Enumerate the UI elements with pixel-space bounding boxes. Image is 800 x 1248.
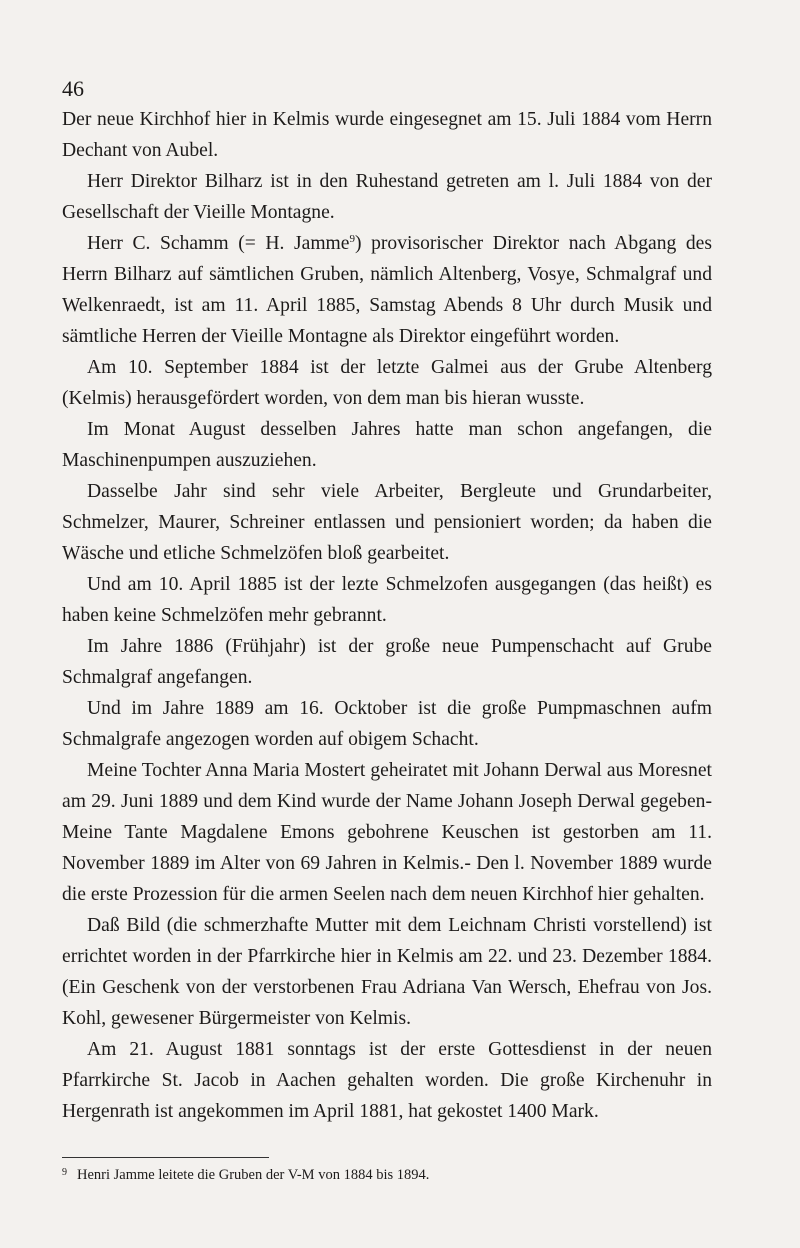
- paragraph: Im Jahre 1886 (Frühjahr) ist der große neue Pumpenschacht auf Grube Schmalgraf angefangen.: [62, 636, 712, 688]
- footnote-text: Henri Jamme leitete die Gruben der V-M von 1884 bis 1894.: [77, 1167, 430, 1183]
- paragraph-schamm: [62, 228, 712, 352]
- paragraph-text: Herr C. Schamm (= H. Jamme: [87, 233, 350, 254]
- paragraph: Am 21. August 1881 sonntags ist der erste Gottesdienst in der neuen Pfarrkirche St. Jacob in Aachen gehalten worden. Die große Kirchenuhr in Hergenrath ist angekommen im April 1881, hat gekostet 1400 Mark.: [62, 1039, 712, 1122]
- paragraph: Und im Jahre 1889 am 16. Ocktober ist die große Pumpmaschnen aufm Schmalgrafe angezogen worden auf obigem Schacht.: [62, 698, 712, 750]
- paragraph: Daß Bild (die schmerzhafte Mutter mit dem Leichnam Christi vorstellend) ist errichtet worden in der Pfarrkirche hier in Kelmis am 22. und 23. Dezember 1884. (Ein Geschenk von der verstorbenen Frau Adriana Van Wersch, Ehefrau von Jos. Kohl, gewesener Bürgermeister von Kelmis.: [62, 915, 712, 1029]
- paragraph: Am 10. September 1884 ist der letzte Galmei aus der Grube Altenberg (Kelmis) herausgefördert worden, von dem man bis hieran wusste.: [62, 357, 712, 409]
- page-body: [62, 76, 712, 1127]
- paragraph: Der neue Kirchhof hier in Kelmis wurde eingesegnet am 15. Juli 1884 vom Herrn Dechant von Aubel.: [62, 109, 712, 161]
- paragraph-text: ) provisorischer Direktor nach Abgang des Herrn Bilharz auf sämtlichen Gruben, nämlich Altenberg, Vosye, Schmalgraf und Welkenraedt, ist am 11. April 1885, Samstag Abends 8 Uhr durch Musik und sämtliche Herren der Vieille Montagne als Direktor eingeführt worden.: [62, 233, 712, 347]
- footnote-marker: 9: [62, 1167, 67, 1178]
- footnote-divider: [62, 1157, 269, 1158]
- paragraph: Herr Direktor Bilharz ist in den Ruhestand getreten am l. Juli 1884 von der Gesellschaft der Vieille Montagne.: [62, 171, 712, 223]
- paragraph: Im Monat August desselben Jahres hatte man schon angefangen, die Maschinenpumpen auszuziehen.: [62, 419, 712, 471]
- page-number: 46: [62, 76, 84, 101]
- paragraph: Meine Tochter Anna Maria Mostert geheiratet mit Johann Derwal aus Moresnet am 29. Juni 1889 und dem Kind wurde der Name Johann Joseph Derwal gegeben- Meine Tante Magdalene Emons gebohrene Keuschen ist gestorben am 11. November 1889 im Alter von 69 Jahren in Kelmis.- Den l. November 1889 wurde die erste Prozession für die armen Seelen nach dem neuen Kirchhof hier gehalten.: [62, 760, 712, 905]
- paragraph: Dasselbe Jahr sind sehr viele Arbeiter, Bergleute und Grundarbeiter, Schmelzer, Maurer, Schreiner entlassen und pensioniert worden; da haben die Wäsche und etliche Schmelzöfen bloß gearbeitet.: [62, 481, 712, 564]
- footnote-reference: 9: [349, 233, 355, 245]
- paragraph: Und am 10. April 1885 ist der lezte Schmelzofen ausgegangen (das heißt) es haben keine Schmelzöfen mehr gebrannt.: [62, 574, 712, 626]
- footnote: [62, 1163, 712, 1185]
